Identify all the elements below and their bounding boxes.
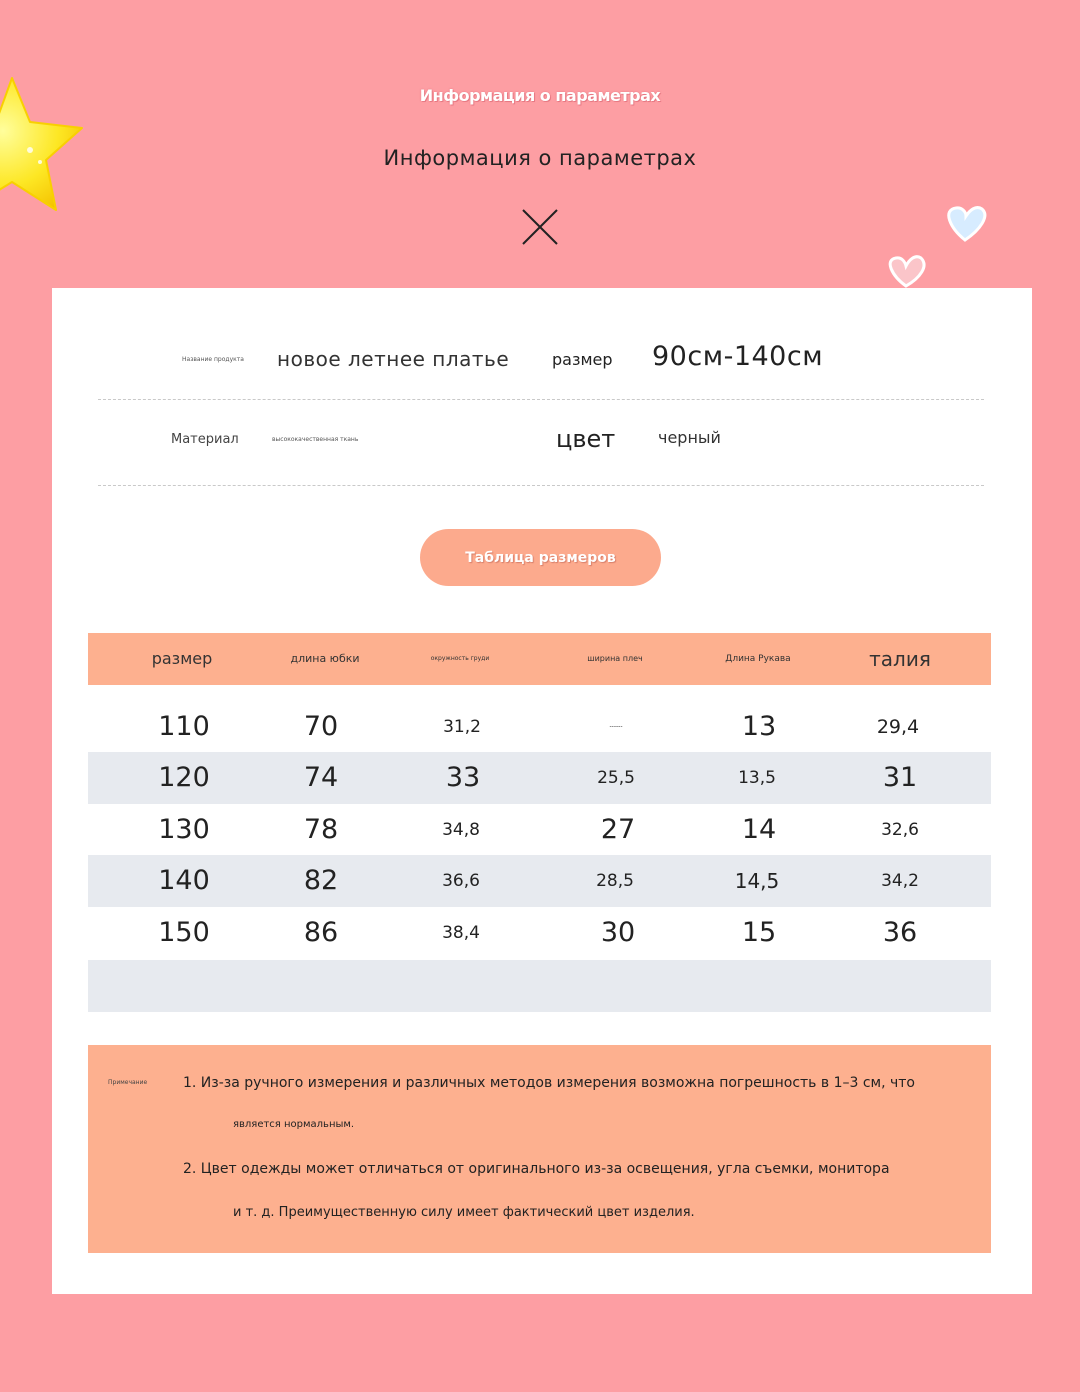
table-cell: ------	[609, 723, 623, 730]
color-label: цвет	[556, 425, 616, 453]
note-line: 2. Цвет одежды может отличаться от оригинального из-за освещения, угла съемки, монитора	[183, 1161, 890, 1177]
table-cell: 38,4	[442, 923, 480, 943]
table-cell: 36	[882, 917, 918, 948]
table-cell: 13	[741, 711, 777, 742]
table-cell: 15	[741, 917, 777, 948]
table-cell: 13,5	[738, 768, 776, 788]
size-value: 90см-140см	[652, 341, 824, 372]
table-cell: 74	[303, 762, 339, 793]
table-cell: 130	[158, 814, 210, 845]
table-cell: 27	[600, 814, 636, 845]
note-line: 1. Из-за ручного измерения и различных методов измерения возможна погрешность в 1–3 см, что	[183, 1075, 915, 1091]
size-label: размер	[552, 350, 613, 369]
table-cell: 150	[158, 917, 210, 948]
material-label: Материал	[171, 432, 239, 447]
table-cell: 78	[303, 814, 339, 845]
column-header: талия	[869, 647, 931, 671]
table-cell: 14	[741, 814, 777, 845]
table-cell: 30	[600, 917, 636, 948]
divider	[98, 399, 984, 400]
table-cell: 140	[158, 865, 210, 896]
table-row	[88, 701, 991, 753]
table-row	[88, 907, 991, 959]
table-cell: 34,8	[442, 820, 480, 840]
notes-label: Примечание	[108, 1079, 148, 1086]
column-header: ширина плеч	[587, 654, 643, 663]
name-label: Название продукта	[182, 356, 244, 363]
column-header: Длина Рукава	[725, 654, 791, 664]
table-cell: 33	[445, 762, 481, 793]
column-header: длина юбки	[290, 652, 360, 665]
divider	[98, 485, 984, 486]
product-name: новое летнее платье	[277, 347, 510, 371]
table-row-empty	[88, 960, 991, 1012]
table-cell: 36,6	[442, 871, 480, 891]
hearts-icon	[880, 200, 1000, 300]
material-value: высококачественная ткань	[272, 436, 359, 443]
notes-box	[88, 1045, 991, 1253]
close-icon[interactable]	[520, 207, 560, 247]
table-cell: 82	[303, 865, 339, 896]
table-cell: 31,2	[443, 717, 481, 737]
table-cell: 14,5	[734, 869, 780, 893]
star-icon	[0, 70, 100, 230]
size-chart-button[interactable]: Таблица размеров	[420, 529, 661, 586]
table-row	[88, 855, 991, 907]
table-cell: 28,5	[596, 871, 634, 891]
color-value: черный	[658, 428, 721, 447]
table-cell: 120	[158, 762, 210, 793]
table-cell: 25,5	[597, 768, 635, 788]
table-row	[88, 804, 991, 856]
table-cell: 70	[303, 711, 339, 742]
table-row	[88, 752, 991, 804]
table-header	[88, 633, 991, 685]
note-line: и т. д. Преимущественную силу имеет фактический цвет изделия.	[233, 1205, 695, 1220]
column-header: окружность груди	[430, 655, 490, 662]
table-cell: 29,4	[876, 716, 920, 738]
table-cell: 34,2	[881, 871, 919, 891]
page-title: Информация о параметрах	[383, 146, 697, 170]
table-cell: 86	[303, 917, 339, 948]
table-cell: 110	[158, 711, 210, 742]
note-line: является нормальным.	[233, 1119, 355, 1130]
page-sup-title: Информация о параметрах	[419, 86, 661, 105]
column-header: размер	[151, 649, 213, 668]
table-cell: 31	[882, 762, 918, 793]
table-cell: 32,6	[881, 820, 919, 840]
